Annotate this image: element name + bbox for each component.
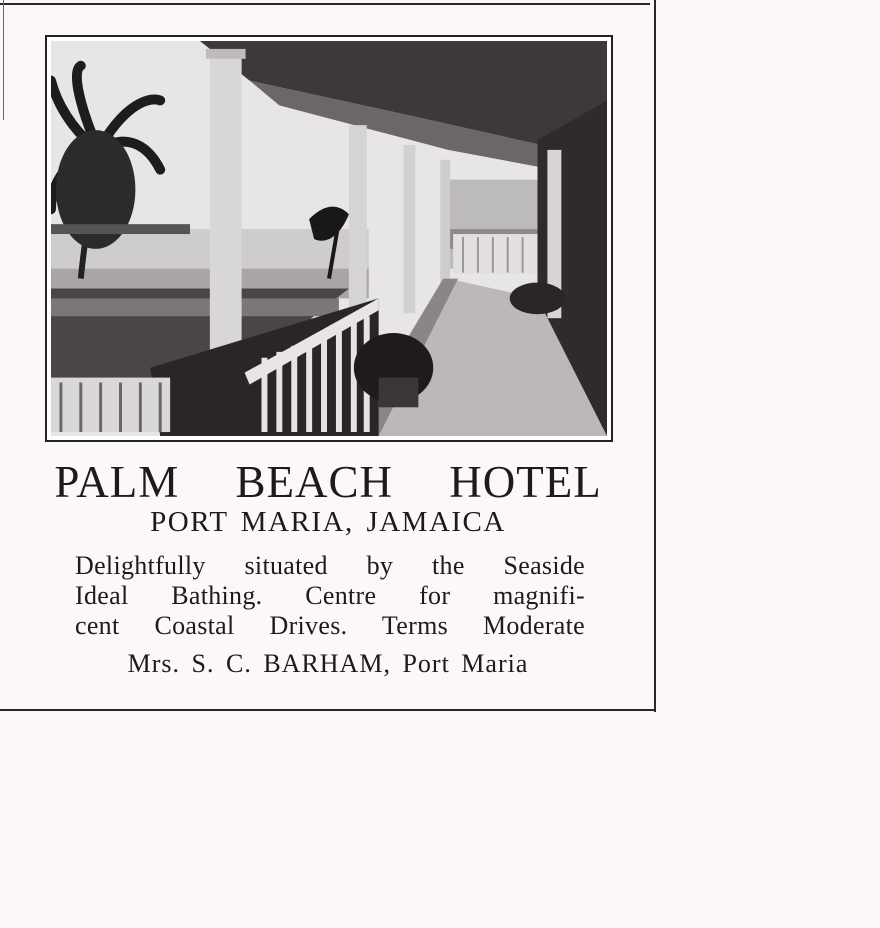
proprietor-contact: Mrs. S. C. BARHAM, Port Maria — [127, 649, 529, 678]
description-line: cent Coastal Drives. Terms Moderate — [75, 611, 585, 640]
frame-rule-left — [3, 0, 4, 120]
frame-rule-bottom — [0, 709, 656, 711]
hotel-veranda-photo — [45, 35, 613, 442]
hotel-name-heading: PALM BEACH HOTEL — [54, 457, 602, 507]
description-line: Ideal Bathing. Centre for magnifi- — [75, 581, 585, 610]
hotel-location: PORT MARIA, JAMAICA — [150, 506, 506, 538]
veranda-illustration — [51, 41, 607, 436]
frame-rule-top — [0, 3, 650, 5]
frame-rule-right — [654, 0, 656, 712]
description-line: Delightfully situated by the Seaside — [75, 551, 585, 580]
